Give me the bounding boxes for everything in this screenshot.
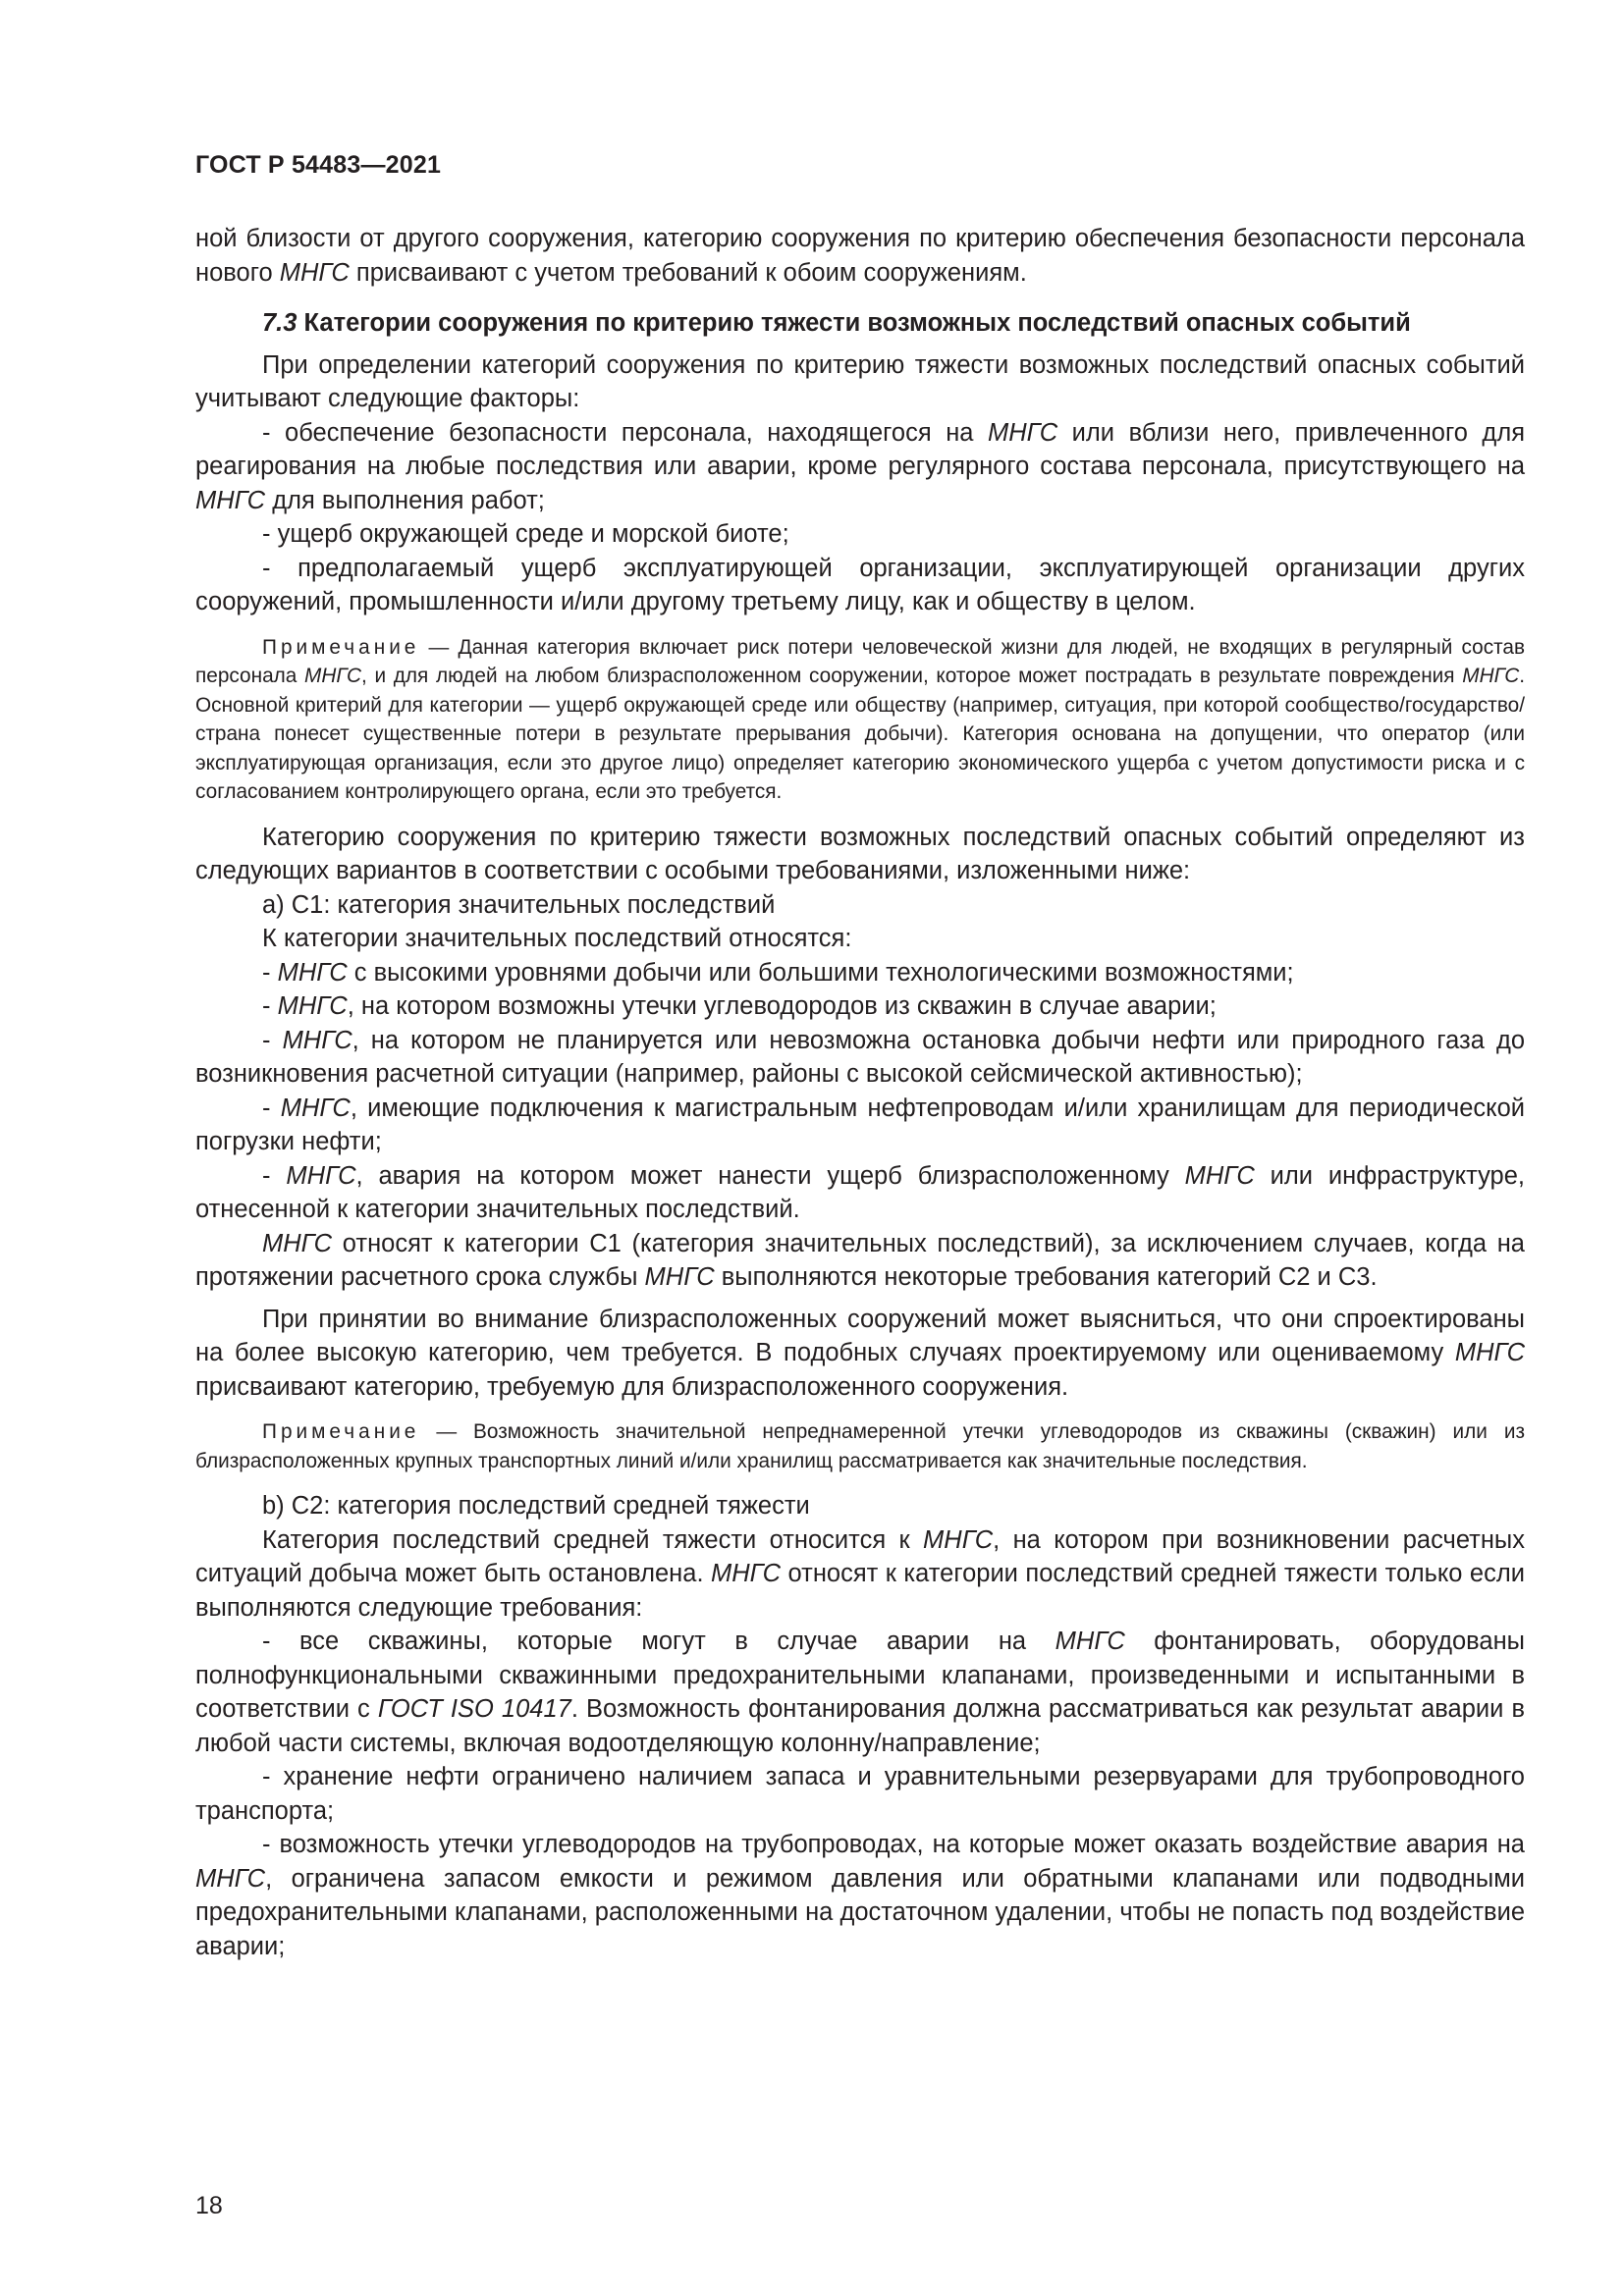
paragraph-c1-intro: К категории значительных последствий относятся: [262, 925, 852, 952]
list-item-c1-3: - МНГС, на котором не планируется или невозможна остановка добычи нефти или природного газа до возникновения расчетной ситуации (например, районы с высокой сейсмической активностью); [195, 1026, 1526, 1088]
paragraph-nearby-structures: При принятии во внимание близрасположенных сооружений может выясниться, что они спроектированы на более высокую категорию, чем требуется. В подобных случаях проектируемому или оцениваемому МНГС присваивают категорию, требуемую для близрасположенного сооружения. [195, 1305, 1525, 1401]
list-item-c1-2: - МНГС, на котором возможны утечки углеводородов из скважин в случае аварии; [262, 992, 1217, 1020]
page-number: 18 [195, 2192, 223, 2219]
note-block-1: Примечание — Данная категория включает риск потери человеческой жизни для людей, не входящих в регулярный состав персонала МНГС, и для людей на любом близрасположенном сооружении, которое может пострадать в результате повреждения МНГС. Основной критерий для категории — ущерб окружающей среде или обществу (например, ситуация, при которой сообщество/государство/страна понесет существенные потери в результате прерывания добычи). Категория основана на допущении, что оператор (или эксплуатирующая организация, если это другое лицо) определяет категорию экономического ущерба с учетом допустимости риска и с согласованием контролирующего органа, если это требуется. [195, 635, 1526, 803]
list-item-c1-5: - МНГС, авария на котором может нанести ущерб близрасположенному МНГС или инфраструктуре, отнесенной к категории значительных последствий. [195, 1161, 1525, 1223]
paragraph-factors-intro: При определении категорий сооружения по критерию тяжести возможных последствий опасных событий учитывают следующие факторы: [195, 350, 1525, 412]
list-item-personnel: - обеспечение безопасности персонала, находящегося на МНГС или вблизи него, привлеченного для реагирования на любые последствия или аварии, кроме регулярного состава персонала, присутствующего на МНГС для выполнения работ; [195, 418, 1526, 514]
paragraph-categories-intro: Категорию сооружения по критерию тяжести возможных последствий опасных событий определяют из следующих вариантов в соответствии с особыми требованиями, изложенными ниже: [195, 823, 1525, 884]
list-item-c2-1: - все скважины, которые могут в случае аварии на МНГС фонтанировать, оборудованы полнофункциональными скважинными предохранительными клапанами, произведенными и испытанными в соответствии с ГОСТ ISO 10417. Возможность фонтанирования должна рассматриваться как результат аварии в любой части системы, включая водоотделяющую колонну/направление; [195, 1628, 1525, 1757]
paragraph-continuation: ной близости от другого сооружения, категорию сооружения по критерию обеспечения безопасности персонала нового МНГС присваивают с учетом требований к обоим сооружениям. [195, 225, 1525, 287]
note-label: Примечание [262, 635, 420, 659]
list-item-c2-3: - возможность утечки углеводородов на трубопроводах, на которые может оказать воздействие авария на МНГС, ограничена запасом емкости и режимом давления или обратными клапанами или подводными предохранительными клапанами, расположенными на достаточном удалении, чтобы не попасть под воздействие аварии; [195, 1831, 1525, 1960]
list-item-damage: - предполагаемый ущерб эксплуатирующей организации, эксплуатирующей организации других сооружений, промышленности и/или другому третьему лицу, как и обществу в целом. [195, 554, 1525, 615]
note-block-2: Примечание — Возможность значительной непреднамеренной утечки углеводородов из скважины (скважин) или из близрасположенных крупных транспортных линий и/или хранилищ рассматривается как значительные последствия. [195, 1420, 1525, 1472]
list-item-c2-2: - хранение нефти ограничено наличием запаса и уравнительными резервуарами для трубопроводного транспорта; [195, 1763, 1525, 1825]
section-title: Категории сооружения по критерию тяжести возможных последствий опасных событий [297, 309, 1411, 337]
list-item-c1-1: - МНГС с высокими уровнями добычи или большими технологическими возможностями; [262, 958, 1294, 987]
page-content [195, 222, 1525, 1963]
page-header: ГОСТ Р 54483—2021 [195, 151, 442, 179]
note-label: Примечание [262, 1420, 420, 1443]
section-number: 7.3 [262, 309, 298, 337]
category-c1-heading: а) С1: категория значительных последствий [262, 890, 776, 919]
category-c2-heading: b) С2: категория последствий средней тяжести [262, 1492, 810, 1520]
paragraph-c2-intro: Категория последствий средней тяжести относится к МНГС, на котором при возникновении расчетных ситуаций добыча может быть остановлена. МНГС относят к категории последствий средней тяжести только если выполняются следующие требования: [195, 1525, 1526, 1622]
list-item-c1-4: - МНГС, имеющие подключения к магистральным нефтепроводам и/или хранилищам для периодической погрузки нефти; [195, 1094, 1526, 1155]
paragraph-c1-rule: МНГС относят к категории С1 (категория значительных последствий), за исключением случаев, когда на протяжении расчетного срока службы МНГС выполняются некоторые требования категорий С2 и С3. [195, 1229, 1525, 1291]
list-item-environment: - ущерб окружающей среде и морской биоте; [262, 520, 789, 548]
section-heading [262, 306, 1427, 341]
